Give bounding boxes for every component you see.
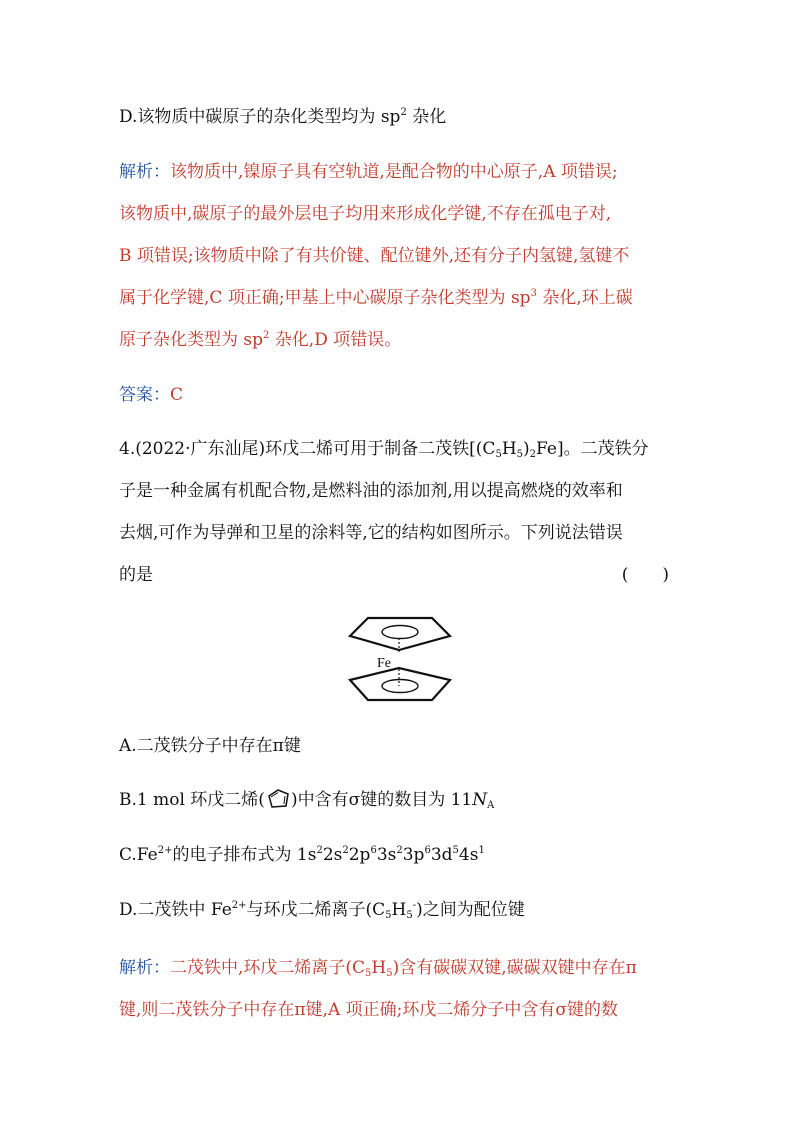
analysis2-line-2: [119, 998, 618, 1022]
config-orbital: 3p: [402, 845, 425, 865]
analysis-text: 杂化,环上碳: [536, 288, 633, 308]
analysis-label: 解析：: [119, 162, 170, 182]
bottom-ring-delocalized-circle: [382, 680, 418, 693]
analysis-text: 该物质中,镍原子具有空轨道,是配合物的中心原子,A 项错误;: [170, 162, 618, 182]
config-orbital: 2s: [322, 845, 343, 865]
question-text: 的是: [119, 565, 153, 585]
subscript: 5: [495, 449, 502, 460]
analysis-text: B 项错误;该物质中除了有共价键、配位键外,还有分子内氢键,氢键不: [119, 246, 630, 266]
question-text: ): [523, 439, 530, 459]
option-text: B.1 mol 环戊二烯(: [119, 790, 265, 810]
analysis-line-5: [119, 328, 401, 352]
option-c: [119, 843, 485, 867]
top-ring-delocalized-circle: [382, 626, 418, 639]
option-d-previous: [119, 105, 446, 129]
option-text: D.二茂铁中 Fe: [119, 900, 232, 920]
analysis-text: 原子杂化类型为 sp: [119, 330, 264, 350]
answer-bracket: ( ): [621, 565, 669, 585]
analysis-line-3: [119, 244, 629, 268]
option-text: A.二茂铁分子中存在π键: [119, 736, 301, 756]
config-orbital: 3s: [376, 845, 397, 865]
subscript: 2: [529, 449, 537, 460]
config-orbital: 4s: [458, 845, 479, 865]
superscript: 2+: [231, 900, 247, 911]
config-superscript: 6: [424, 845, 431, 856]
cyclopentadiene-ring-icon: [265, 788, 291, 810]
superscript: 2+: [157, 845, 173, 856]
subscript: 5: [516, 449, 524, 460]
config-superscript: 2: [396, 845, 403, 856]
config-superscript: 2: [316, 845, 323, 856]
subscript: 5: [385, 910, 392, 921]
analysis-text: 该物质中,碳原子的最外层电子均用来形成化学键,不存在孤电子对,: [119, 204, 612, 224]
analysis-label: 解析：: [119, 958, 170, 978]
option-b: [119, 788, 494, 812]
analysis-line-1: [119, 160, 618, 184]
config-orbital: 2p: [348, 845, 371, 865]
option-text: 的电子排布式为 1s: [172, 845, 317, 865]
analysis-line-4: [119, 286, 633, 310]
analysis-text: 二茂铁中,环戊二烯离子(C: [170, 958, 366, 978]
option-text: )之间为配位键: [416, 900, 525, 920]
subscript: 5: [365, 968, 372, 979]
question-line-2: [119, 479, 623, 503]
answer-line: [119, 383, 183, 407]
analysis-line-2: [119, 202, 611, 226]
superscript: -: [412, 900, 417, 911]
option-d: [119, 898, 525, 922]
analysis2-line-1: [119, 956, 637, 980]
option-text: C.Fe: [119, 845, 158, 865]
option-text: )中含有σ键的数目为 11: [290, 790, 473, 810]
option-text: 与环戊二烯离子(C: [246, 900, 386, 920]
answer-value: C: [170, 385, 184, 405]
analysis-text: 属于化学键,C 项正确;甲基上中心碳原子杂化类型为 sp: [119, 288, 531, 308]
analysis-text: 键,则二茂铁分子中存在π键,A 项正确;环戊二烯分子中含有σ键的数: [119, 1000, 618, 1020]
question-text: 子是一种金属有机配合物,是燃料油的添加剂,用以提高燃烧的效率和: [119, 481, 623, 501]
question-text: H: [501, 439, 517, 459]
option-text: H: [391, 900, 407, 920]
superscript: 2: [400, 107, 407, 118]
analysis-text: H: [371, 958, 387, 978]
superscript: 3: [530, 288, 537, 299]
question-text: 4.(2022·广东汕尾)环戊二烯可用于制备二茂铁[(C: [119, 439, 496, 459]
subscript: A: [487, 800, 495, 811]
config-superscript: 5: [452, 845, 459, 856]
question-line-3: [119, 521, 623, 545]
electron-configuration: [316, 845, 484, 865]
config-superscript: 2: [342, 845, 349, 856]
analysis-text: 杂化,D 项错误。: [269, 330, 402, 350]
option-text: D.该物质中碳原子的杂化类型均为 sp: [119, 107, 401, 127]
option-text-tail: 杂化: [406, 107, 447, 127]
subscript: 5: [406, 910, 413, 921]
ferrocene-structure-figure: [340, 604, 458, 714]
subscript: 5: [386, 968, 393, 979]
fe-label: Fe: [377, 656, 391, 671]
top-cyclopentadienyl-ring: [350, 618, 450, 650]
config-orbital: 3d: [430, 845, 453, 865]
bottom-cyclopentadienyl-ring: [350, 668, 450, 700]
avogadro-symbol: N: [472, 790, 488, 810]
question-line-4: [119, 563, 675, 587]
analysis-text: )含有碳碳双键,碳碳双键中存在π: [392, 958, 637, 978]
question-line-1: [119, 437, 649, 461]
option-a: [119, 734, 301, 758]
question-text: 去烟,可作为导弹和卫星的涂料等,它的结构如图所示。下列说法错误: [119, 523, 623, 543]
config-superscript: 1: [478, 845, 485, 856]
superscript: 2: [263, 330, 270, 341]
config-superscript: 6: [370, 845, 377, 856]
answer-label: 答案：: [119, 385, 170, 405]
question-text: Fe]。二茂铁分: [536, 439, 649, 459]
